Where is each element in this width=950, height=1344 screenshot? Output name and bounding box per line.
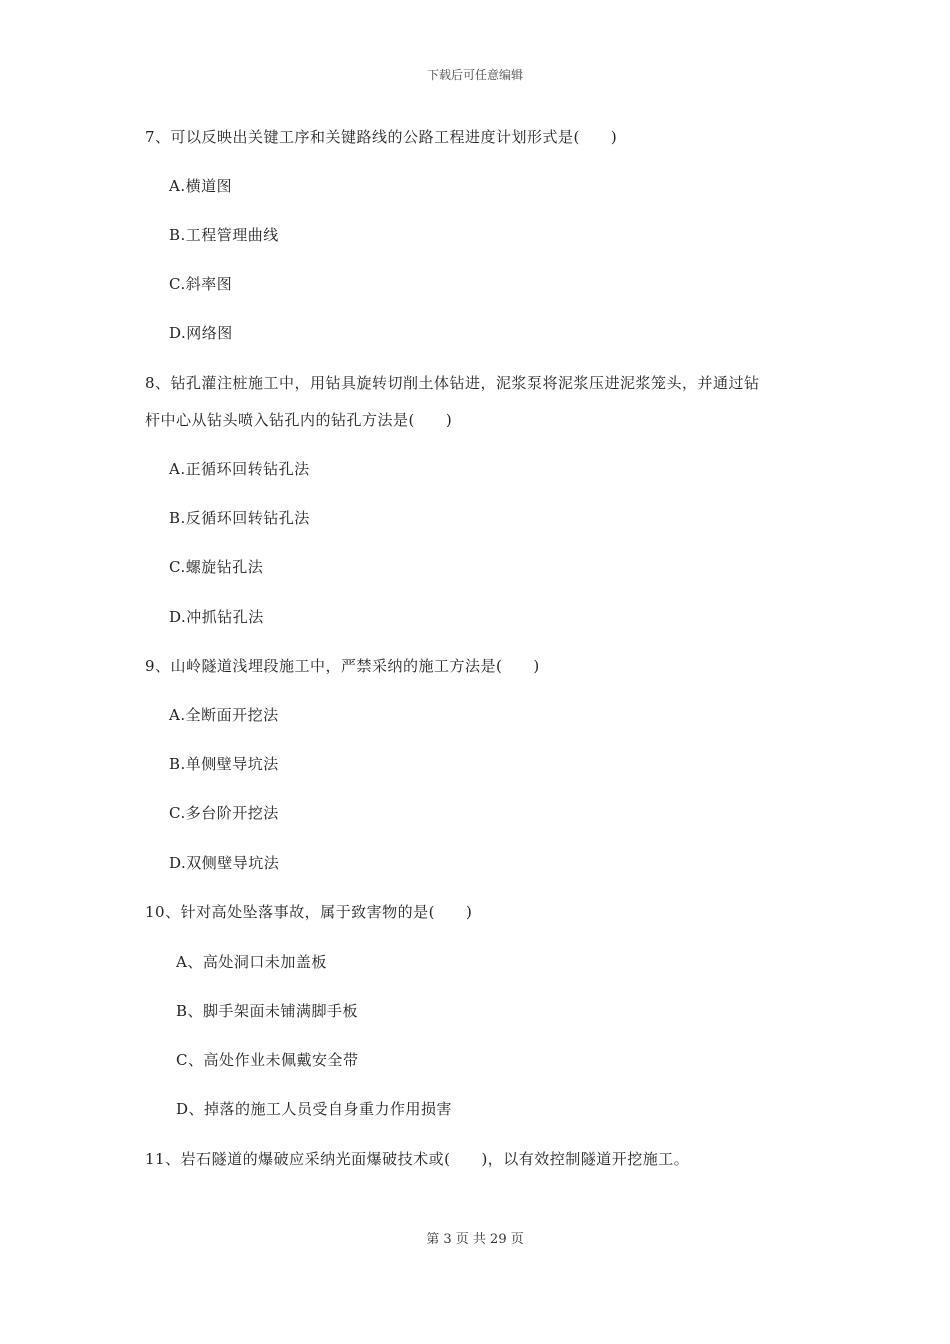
question-7-option-a: A.横道图 — [169, 177, 233, 195]
question-9-option-a: A.全断面开挖法 — [169, 706, 279, 724]
page-header: 下载后可任意编辑 — [426, 68, 523, 82]
question-7-stem: 7、可以反映出关键工序和关键路线的公路工程进度计划形式是( ) — [145, 128, 618, 146]
question-8-stem-line-1: 8、钻孔灌注桩施工中，用钻具旋转切削土体钻进，泥浆泵将泥浆压进泥浆笼头，并通过钻 — [145, 374, 760, 392]
question-7-option-b: B.工程管理曲线 — [169, 226, 279, 244]
question-7-option-d: D.网络图 — [169, 324, 233, 342]
question-10-stem: 10、针对高处坠落事故，属于致害物的是( ) — [145, 903, 473, 921]
question-9-stem: 9、山岭隧道浅埋段施工中，严禁采纳的施工方法是( ) — [145, 657, 540, 675]
question-9-option-c: C.多台阶开挖法 — [169, 804, 279, 822]
question-8-option-c: C.螺旋钻孔法 — [169, 558, 264, 576]
page-footer: 第 3 页 共 29 页 — [426, 1232, 524, 1247]
question-8-option-d: D.冲抓钻孔法 — [169, 608, 264, 626]
question-10-option-d: D、掉落的施工人员受自身重力作用损害 — [176, 1100, 453, 1118]
question-10-option-a: A、高处洞口未加盖板 — [176, 953, 327, 971]
question-8-option-b: B.反循环回转钻孔法 — [169, 509, 310, 527]
question-9-option-d: D.双侧壁导坑法 — [169, 854, 280, 872]
question-7-option-c: C.斜率图 — [169, 275, 233, 293]
question-11-stem: 11、岩石隧道的爆破应采纳光面爆破技术或( )，以有效控制隧道开挖施工。 — [145, 1150, 690, 1168]
question-10-option-b: B、脚手架面未铺满脚手板 — [176, 1002, 359, 1020]
question-8-stem-line-2: 杆中心从钻头喷入钻孔内的钻孔方法是( ) — [145, 411, 453, 429]
question-9-option-b: B.单侧壁导坑法 — [169, 755, 279, 773]
question-10-option-c: C、高处作业未佩戴安全带 — [176, 1051, 359, 1069]
question-8-option-a: A.正循环回转钻孔法 — [169, 460, 310, 478]
